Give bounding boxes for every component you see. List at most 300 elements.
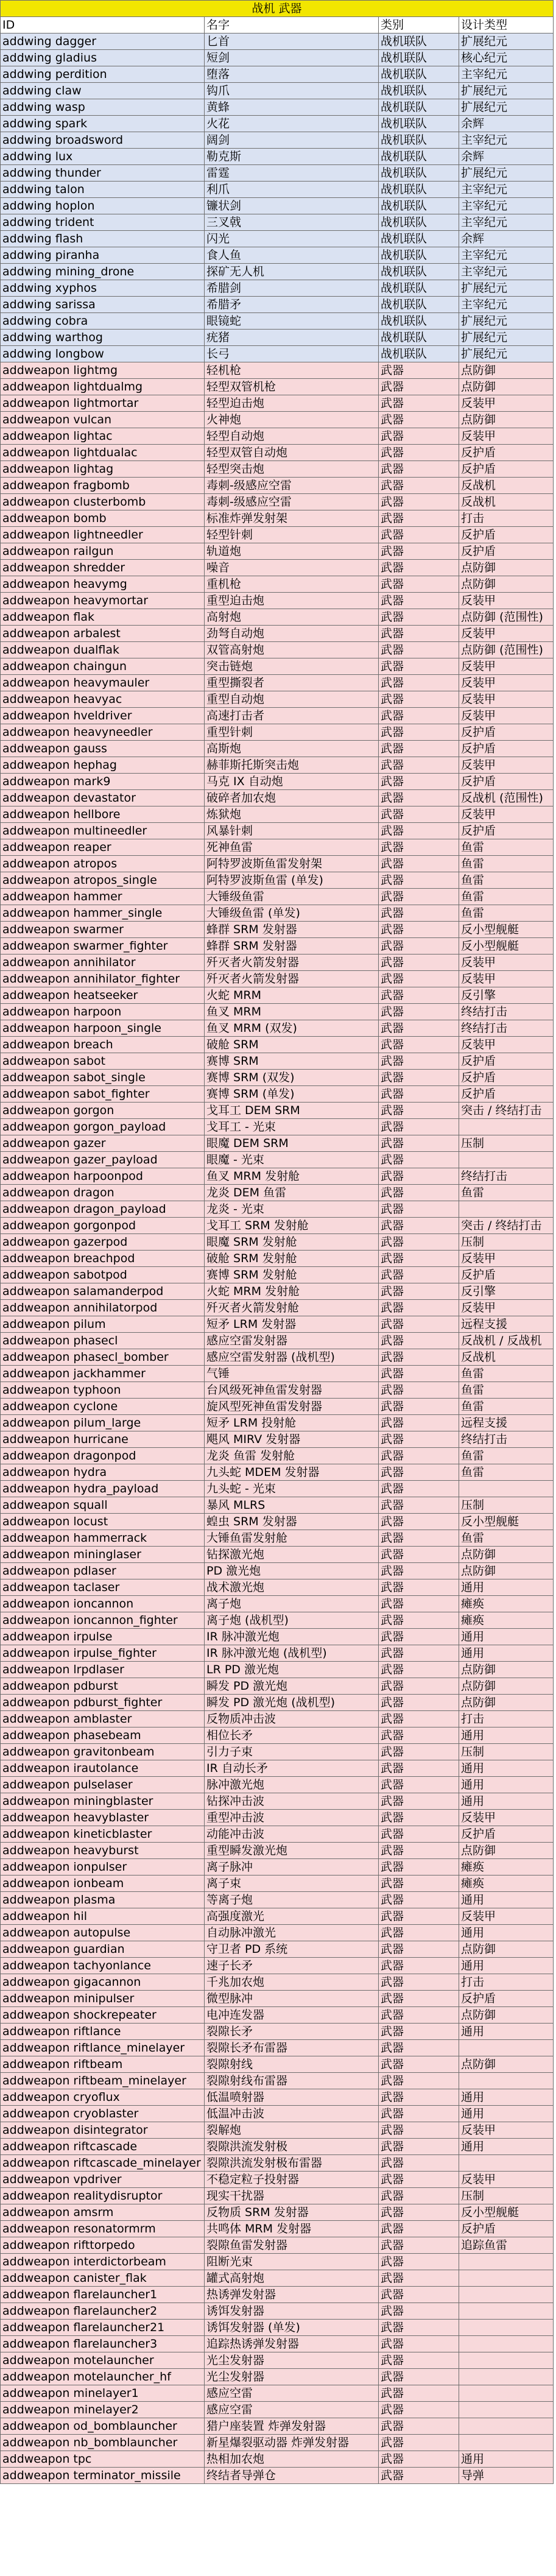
cell-name[interactable]: 破碎者加农炮 [205,790,379,806]
cell-category[interactable]: 武器 [379,494,459,510]
header-cell-id[interactable]: ID [1,17,205,34]
cell-design-type[interactable]: 反装甲 [459,593,554,609]
cell-id[interactable]: addweapon gorgon [1,1103,205,1119]
cell-category[interactable]: 武器 [379,1662,459,1678]
cell-name[interactable]: 九头蛇 MDEM 发射器 [205,1464,379,1481]
cell-id[interactable]: addweapon rifttorpedo [1,2237,205,2254]
cell-id[interactable]: addweapon pulselaser [1,1777,205,1793]
cell-design-type[interactable]: 反护盾 [459,1070,554,1086]
cell-id[interactable]: addweapon miningblaster [1,1793,205,1810]
cell-id[interactable]: addweapon lightmg [1,362,205,379]
cell-category[interactable]: 武器 [379,2451,459,2468]
cell-name[interactable]: 双管高射炮 [205,642,379,658]
cell-name[interactable]: 自动脉冲激光 [205,1925,379,1941]
cell-name[interactable]: 重型撕裂者 [205,675,379,691]
cell-category[interactable]: 战机联队 [379,214,459,231]
cell-design-type[interactable]: 反引擎 [459,987,554,1004]
cell-category[interactable]: 武器 [379,1185,459,1201]
cell-design-type[interactable]: 点防御 [459,412,554,428]
cell-name[interactable]: 轻型双管机枪 [205,379,379,395]
cell-design-type[interactable]: 通用 [459,1579,554,1596]
cell-id[interactable]: addweapon mininglaser [1,1547,205,1563]
cell-category[interactable]: 武器 [379,412,459,428]
cell-name[interactable]: 蜂群 SRM 发射器 [205,938,379,955]
cell-category[interactable]: 武器 [379,1300,459,1316]
cell-design-type[interactable]: 反战机 [459,478,554,494]
cell-id[interactable]: addweapon pilum [1,1316,205,1333]
cell-id[interactable]: addweapon irpulse [1,1629,205,1645]
cell-name[interactable]: 重型迫击炮 [205,593,379,609]
cell-category[interactable]: 武器 [379,1678,459,1695]
cell-id[interactable]: addweapon dragonpod [1,1448,205,1464]
cell-id[interactable]: addweapon lrpdlaser [1,1662,205,1678]
cell-design-type[interactable]: 反装甲 [459,428,554,445]
cell-design-type[interactable]: 主宰纪元 [459,247,554,264]
cell-id[interactable]: addweapon sabot [1,1053,205,1070]
cell-design-type[interactable]: 反装甲 [459,1037,554,1053]
cell-category[interactable]: 武器 [379,2188,459,2204]
cell-name[interactable]: 戈耳工 SRM 发射舱 [205,1218,379,1234]
cell-name[interactable]: 戈耳工 - 光束 [205,1119,379,1135]
cell-id[interactable]: addwing cobra [1,313,205,330]
cell-id[interactable]: addweapon hil [1,1908,205,1925]
cell-category[interactable]: 武器 [379,2352,459,2369]
cell-design-type[interactable]: 反装甲 [459,395,554,412]
cell-design-type[interactable]: 点防御 [459,362,554,379]
cell-id[interactable]: addweapon ioncannon_fighter [1,1612,205,1629]
cell-name[interactable]: 离子炮 [205,1596,379,1612]
cell-category[interactable]: 武器 [379,2270,459,2287]
cell-name[interactable]: 高速打击者 [205,708,379,724]
cell-design-type[interactable]: 反装甲 [459,1810,554,1826]
cell-category[interactable]: 战机联队 [379,297,459,313]
cell-id[interactable]: addweapon locust [1,1514,205,1530]
cell-id[interactable]: addweapon flarelauncher1 [1,2287,205,2303]
cell-design-type[interactable]: 主宰纪元 [459,198,554,214]
cell-name[interactable]: 阿特罗波斯鱼雷发射架 [205,856,379,872]
cell-name[interactable]: 堕落 [205,66,379,83]
cell-category[interactable]: 武器 [379,1053,459,1070]
cell-category[interactable]: 战机联队 [379,66,459,83]
cell-id[interactable]: addweapon gazer_payload [1,1152,205,1168]
cell-name[interactable]: 反物质 SRM 发射器 [205,2204,379,2221]
cell-name[interactable]: 感应空雷 [205,2402,379,2418]
cell-design-type[interactable]: 点防御 [459,1678,554,1695]
cell-name[interactable]: 离子束 [205,1876,379,1892]
cell-name[interactable]: 钻探冲击波 [205,1793,379,1810]
cell-design-type[interactable] [459,2352,554,2369]
cell-category[interactable]: 武器 [379,1070,459,1086]
cell-design-type[interactable]: 点防御 [459,560,554,576]
cell-name[interactable]: 赫菲斯托斯突击炮 [205,757,379,774]
cell-category[interactable]: 武器 [379,1152,459,1168]
cell-category[interactable]: 战机联队 [379,83,459,99]
cell-design-type[interactable]: 远程支援 [459,1415,554,1431]
cell-id[interactable]: addweapon vpdriver [1,2172,205,2188]
cell-category[interactable]: 武器 [379,790,459,806]
cell-name[interactable]: 气锤 [205,1366,379,1382]
cell-name[interactable]: 短矛 LRM 投射舱 [205,1415,379,1431]
cell-id[interactable]: addweapon shredder [1,560,205,576]
cell-design-type[interactable] [459,1152,554,1168]
cell-category[interactable]: 武器 [379,938,459,955]
cell-design-type[interactable]: 终结打击 [459,1004,554,1020]
cell-id[interactable]: addwing wasp [1,99,205,116]
cell-category[interactable]: 武器 [379,1103,459,1119]
cell-design-type[interactable] [459,1481,554,1497]
cell-id[interactable]: addweapon resonatormrm [1,2221,205,2237]
cell-id[interactable]: addwing thunder [1,165,205,182]
cell-design-type[interactable]: 反护盾 [459,774,554,790]
cell-name[interactable]: 破舱 SRM 发射舱 [205,1251,379,1267]
cell-name[interactable]: 眼魔 SRM 发射舱 [205,1234,379,1251]
cell-name[interactable]: 长弓 [205,346,379,362]
cell-category[interactable]: 武器 [379,1579,459,1596]
cell-design-type[interactable]: 反战机 [459,494,554,510]
cell-design-type[interactable] [459,1201,554,1218]
cell-design-type[interactable]: 反护盾 [459,724,554,741]
cell-design-type[interactable]: 反护盾 [459,1053,554,1070]
cell-design-type[interactable]: 反装甲 [459,955,554,971]
cell-name[interactable]: 等离子炮 [205,1892,379,1908]
cell-id[interactable]: addweapon flarelauncher3 [1,2336,205,2352]
cell-category[interactable]: 武器 [379,2402,459,2418]
cell-design-type[interactable]: 扩展纪元 [459,165,554,182]
cell-name[interactable]: IR 自动长矛 [205,1760,379,1777]
cell-category[interactable]: 战机联队 [379,346,459,362]
cell-category[interactable]: 武器 [379,1908,459,1925]
cell-id[interactable]: addweapon cryoflux [1,2089,205,2106]
cell-design-type[interactable]: 导弹 [459,2468,554,2484]
cell-category[interactable]: 武器 [379,806,459,823]
cell-id[interactable]: addweapon riftcascade [1,2139,205,2155]
cell-design-type[interactable]: 鱼雷 [459,1185,554,1201]
cell-name[interactable]: 不稳定粒子投射器 [205,2172,379,2188]
cell-design-type[interactable]: 通用 [459,1645,554,1662]
cell-name[interactable]: 劲弩自动炮 [205,626,379,642]
cell-name[interactable]: 大锤级鱼雷 [205,889,379,905]
cell-category[interactable]: 武器 [379,757,459,774]
cell-name[interactable]: 裂隙鱼雷发射器 [205,2237,379,2254]
cell-category[interactable]: 武器 [379,1415,459,1431]
cell-design-type[interactable]: 通用 [459,2024,554,2040]
cell-design-type[interactable]: 压制 [459,1497,554,1514]
cell-name[interactable]: 死神鱼雷 [205,839,379,856]
cell-category[interactable]: 武器 [379,1316,459,1333]
cell-category[interactable]: 战机联队 [379,165,459,182]
cell-id[interactable]: addweapon minelayer1 [1,2385,205,2402]
cell-id[interactable]: addweapon squall [1,1497,205,1514]
cell-name[interactable]: 黄蜂 [205,99,379,116]
cell-design-type[interactable]: 点防御 [459,1941,554,1958]
cell-design-type[interactable]: 鱼雷 [459,1448,554,1464]
cell-category[interactable]: 武器 [379,2435,459,2451]
cell-category[interactable]: 武器 [379,543,459,560]
cell-category[interactable]: 武器 [379,461,459,478]
cell-name[interactable]: 脉冲激光炮 [205,1777,379,1793]
cell-design-type[interactable]: 鱼雷 [459,872,554,889]
cell-id[interactable]: addweapon heavymg [1,576,205,593]
cell-design-type[interactable]: 瘫痪 [459,1596,554,1612]
cell-id[interactable]: addwing spark [1,116,205,132]
cell-category[interactable]: 武器 [379,839,459,856]
cell-category[interactable]: 武器 [379,395,459,412]
cell-id[interactable]: addweapon phasecl [1,1333,205,1349]
cell-category[interactable]: 武器 [379,1431,459,1448]
cell-name[interactable]: 裂解炮 [205,2122,379,2139]
cell-name[interactable]: 暴风 MLRS [205,1497,379,1514]
cell-name[interactable]: 守卫者 PD 系统 [205,1941,379,1958]
cell-design-type[interactable]: 鱼雷 [459,1366,554,1382]
cell-name[interactable]: 鱼叉 MRM [205,1004,379,1020]
cell-category[interactable]: 武器 [379,1793,459,1810]
cell-design-type[interactable]: 通用 [459,2139,554,2155]
cell-id[interactable]: addwing lux [1,149,205,165]
cell-category[interactable]: 武器 [379,1514,459,1530]
cell-design-type[interactable]: 压制 [459,2188,554,2204]
cell-category[interactable]: 武器 [379,1004,459,1020]
cell-design-type[interactable]: 点防御 [459,1695,554,1711]
cell-design-type[interactable] [459,1119,554,1135]
cell-design-type[interactable]: 余辉 [459,149,554,165]
cell-id[interactable]: addweapon irpulse_fighter [1,1645,205,1662]
cell-category[interactable]: 武器 [379,1283,459,1300]
cell-design-type[interactable]: 扩展纪元 [459,346,554,362]
cell-category[interactable]: 武器 [379,1086,459,1103]
cell-id[interactable]: addweapon hydra_payload [1,1481,205,1497]
cell-name[interactable]: 毒刺-级感应空雷 [205,494,379,510]
cell-category[interactable]: 武器 [379,2418,459,2435]
cell-design-type[interactable]: 通用 [459,2451,554,2468]
cell-design-type[interactable]: 鱼雷 [459,1399,554,1415]
cell-id[interactable]: addweapon hydra [1,1464,205,1481]
cell-name[interactable]: 马克 IX 自动炮 [205,774,379,790]
cell-name[interactable]: 钩爪 [205,83,379,99]
cell-design-type[interactable]: 反装甲 [459,757,554,774]
cell-category[interactable]: 武器 [379,362,459,379]
cell-design-type[interactable]: 扩展纪元 [459,313,554,330]
cell-design-type[interactable]: 打击 [459,1974,554,1991]
cell-name[interactable]: 动能冲击波 [205,1826,379,1843]
cell-id[interactable]: addweapon hammer [1,889,205,905]
cell-name[interactable]: 高强度激光 [205,1908,379,1925]
cell-design-type[interactable]: 扩展纪元 [459,34,554,50]
cell-category[interactable]: 武器 [379,1810,459,1826]
cell-design-type[interactable]: 通用 [459,2089,554,2106]
cell-category[interactable]: 战机联队 [379,198,459,214]
cell-name[interactable]: 钻探激光炮 [205,1547,379,1563]
cell-design-type[interactable]: 鱼雷 [459,856,554,872]
cell-id[interactable]: addwing gladius [1,50,205,66]
cell-category[interactable]: 武器 [379,1234,459,1251]
cell-name[interactable]: 共鸣体 MRM 发射器 [205,2221,379,2237]
cell-design-type[interactable]: 通用 [459,1793,554,1810]
cell-id[interactable]: addweapon jackhammer [1,1366,205,1382]
cell-name[interactable]: 高斯炮 [205,741,379,757]
cell-name[interactable]: 突击链炮 [205,658,379,675]
cell-name[interactable]: 瞬发 PD 激光炮 [205,1678,379,1695]
cell-name[interactable]: 轻型迫击炮 [205,395,379,412]
cell-design-type[interactable]: 鱼雷 [459,889,554,905]
cell-id[interactable]: addweapon plasma [1,1892,205,1908]
cell-category[interactable]: 武器 [379,1695,459,1711]
cell-id[interactable]: addweapon mark9 [1,774,205,790]
cell-category[interactable]: 武器 [379,2303,459,2320]
cell-design-type[interactable]: 反护盾 [459,741,554,757]
cell-name[interactable]: 追踪热诱弹发射器 [205,2336,379,2352]
cell-category[interactable]: 武器 [379,2385,459,2402]
cell-id[interactable]: addwing dagger [1,34,205,50]
cell-id[interactable]: addwing flash [1,231,205,247]
cell-design-type[interactable]: 余辉 [459,231,554,247]
cell-design-type[interactable]: 反护盾 [459,1267,554,1283]
cell-design-type[interactable]: 点防御 [459,1662,554,1678]
cell-id[interactable]: addweapon riftbeam [1,2056,205,2073]
cell-name[interactable]: 炼狱炮 [205,806,379,823]
cell-category[interactable]: 战机联队 [379,34,459,50]
cell-id[interactable]: addweapon lightdualac [1,445,205,461]
cell-design-type[interactable]: 终结打击 [459,1431,554,1448]
cell-id[interactable]: addweapon chaingun [1,658,205,675]
cell-name[interactable]: 现实干扰器 [205,2188,379,2204]
cell-name[interactable]: 龙炎 鱼雷 发射舱 [205,1448,379,1464]
cell-id[interactable]: addweapon cyclone [1,1399,205,1415]
cell-category[interactable]: 武器 [379,2254,459,2270]
cell-category[interactable]: 武器 [379,1596,459,1612]
cell-id[interactable]: addweapon taclaser [1,1579,205,1596]
cell-id[interactable]: addweapon lightmortar [1,395,205,412]
cell-category[interactable]: 武器 [379,2024,459,2040]
cell-design-type[interactable]: 突击 / 终结打击 [459,1103,554,1119]
cell-id[interactable]: addweapon swarmer [1,922,205,938]
cell-id[interactable]: addweapon canister_flak [1,2270,205,2287]
cell-category[interactable]: 武器 [379,2155,459,2172]
cell-id[interactable]: addweapon bomb [1,510,205,527]
cell-name[interactable]: 毒刺-级感应空雷 [205,478,379,494]
cell-id[interactable]: addweapon fragbomb [1,478,205,494]
cell-design-type[interactable] [459,2320,554,2336]
cell-design-type[interactable] [459,2369,554,2385]
cell-name[interactable]: 三叉戟 [205,214,379,231]
cell-name[interactable]: 速子长矛 [205,1958,379,1974]
cell-name[interactable]: 高射炮 [205,609,379,626]
cell-id[interactable]: addweapon heatseeker [1,987,205,1004]
cell-name[interactable]: 反物质冲击波 [205,1711,379,1727]
cell-design-type[interactable]: 瘫痪 [459,1612,554,1629]
cell-name[interactable]: 雷霆 [205,165,379,182]
cell-design-type[interactable]: 扩展纪元 [459,83,554,99]
cell-name[interactable]: 裂隙洪流发射极布雷器 [205,2155,379,2172]
cell-design-type[interactable]: 鱼雷 [459,1382,554,1399]
cell-name[interactable]: 勒克斯 [205,149,379,165]
cell-category[interactable]: 战机联队 [379,99,459,116]
cell-id[interactable]: addweapon lightac [1,428,205,445]
cell-name[interactable]: 赛博 SRM (双发) [205,1070,379,1086]
cell-design-type[interactable]: 突击 / 终结打击 [459,1218,554,1234]
cell-design-type[interactable]: 压制 [459,1135,554,1152]
cell-name[interactable]: 希腊剑 [205,280,379,297]
cell-category[interactable]: 武器 [379,2369,459,2385]
cell-name[interactable]: 赛博 SRM (单发) [205,1086,379,1103]
cell-id[interactable]: addwing xyphos [1,280,205,297]
cell-design-type[interactable]: 主宰纪元 [459,264,554,280]
cell-id[interactable]: addweapon od_bomblauncher [1,2418,205,2435]
cell-name[interactable]: 光尘发射器 [205,2352,379,2369]
cell-name[interactable]: 闪光 [205,231,379,247]
cell-category[interactable]: 武器 [379,1135,459,1152]
cell-name[interactable]: 标准炸弹发射架 [205,510,379,527]
cell-category[interactable]: 武器 [379,1859,459,1876]
cell-name[interactable]: 鱼叉 MRM (双发) [205,1020,379,1037]
cell-name[interactable]: 重机枪 [205,576,379,593]
cell-category[interactable]: 武器 [379,642,459,658]
cell-category[interactable]: 武器 [379,1218,459,1234]
cell-id[interactable]: addweapon sabotpod [1,1267,205,1283]
cell-name[interactable]: 轻机枪 [205,362,379,379]
cell-name[interactable]: 裂隙射线 [205,2056,379,2073]
cell-id[interactable]: addweapon terminator_missile [1,2468,205,2484]
cell-id[interactable]: addweapon gauss [1,741,205,757]
cell-category[interactable]: 武器 [379,1349,459,1366]
cell-category[interactable]: 武器 [379,2073,459,2089]
header-cell-category[interactable]: 类别 [379,17,459,34]
cell-name[interactable]: 火神炮 [205,412,379,428]
cell-design-type[interactable]: 反护盾 [459,1991,554,2007]
cell-id[interactable]: addwing trident [1,214,205,231]
cell-category[interactable]: 武器 [379,1892,459,1908]
cell-id[interactable]: addweapon salamanderpod [1,1283,205,1300]
cell-design-type[interactable]: 反护盾 [459,2221,554,2237]
cell-design-type[interactable] [459,2254,554,2270]
cell-id[interactable]: addweapon ionbeam [1,1876,205,1892]
cell-id[interactable]: addweapon dragon_payload [1,1201,205,1218]
cell-category[interactable]: 武器 [379,1744,459,1760]
cell-name[interactable]: 台风级死神鱼雷发射器 [205,1382,379,1399]
cell-name[interactable]: 轻型突击炮 [205,461,379,478]
cell-id[interactable]: addweapon cryoblaster [1,2106,205,2122]
cell-name[interactable]: 眼魔 - 光束 [205,1152,379,1168]
cell-id[interactable]: addweapon clusterbomb [1,494,205,510]
cell-name[interactable]: 眼魔 DEM SRM [205,1135,379,1152]
header-cell-design-type[interactable]: 设计类型 [459,17,554,34]
cell-name[interactable]: 短剑 [205,50,379,66]
cell-id[interactable]: addweapon hveldriver [1,708,205,724]
cell-category[interactable]: 战机联队 [379,280,459,297]
cell-design-type[interactable]: 反护盾 [459,527,554,543]
cell-name[interactable]: 飓风 MIRV 发射器 [205,1431,379,1448]
cell-name[interactable]: 鱼叉 MRM 发射舱 [205,1168,379,1185]
cell-category[interactable]: 武器 [379,905,459,922]
cell-id[interactable]: addweapon multineedler [1,823,205,839]
cell-design-type[interactable]: 反护盾 [459,461,554,478]
cell-design-type[interactable]: 反护盾 [459,445,554,461]
cell-id[interactable]: addweapon heavyneedler [1,724,205,741]
cell-id[interactable]: addweapon riftbeam_minelayer [1,2073,205,2089]
cell-id[interactable]: addweapon nb_bomblauncher [1,2435,205,2451]
cell-name[interactable]: 火蛇 MRM 发射舱 [205,1283,379,1300]
cell-category[interactable]: 武器 [379,1119,459,1135]
cell-category[interactable]: 武器 [379,823,459,839]
cell-design-type[interactable] [459,2287,554,2303]
cell-category[interactable]: 武器 [379,1530,459,1547]
cell-id[interactable]: addweapon motelauncher [1,2352,205,2369]
cell-name[interactable]: 新星爆裂驱动器 炸弹发射器 [205,2435,379,2451]
cell-design-type[interactable]: 点防御 [459,576,554,593]
cell-design-type[interactable]: 鱼雷 [459,905,554,922]
cell-id[interactable]: addwing talon [1,182,205,198]
cell-category[interactable]: 武器 [379,2204,459,2221]
cell-design-type[interactable]: 压制 [459,1744,554,1760]
